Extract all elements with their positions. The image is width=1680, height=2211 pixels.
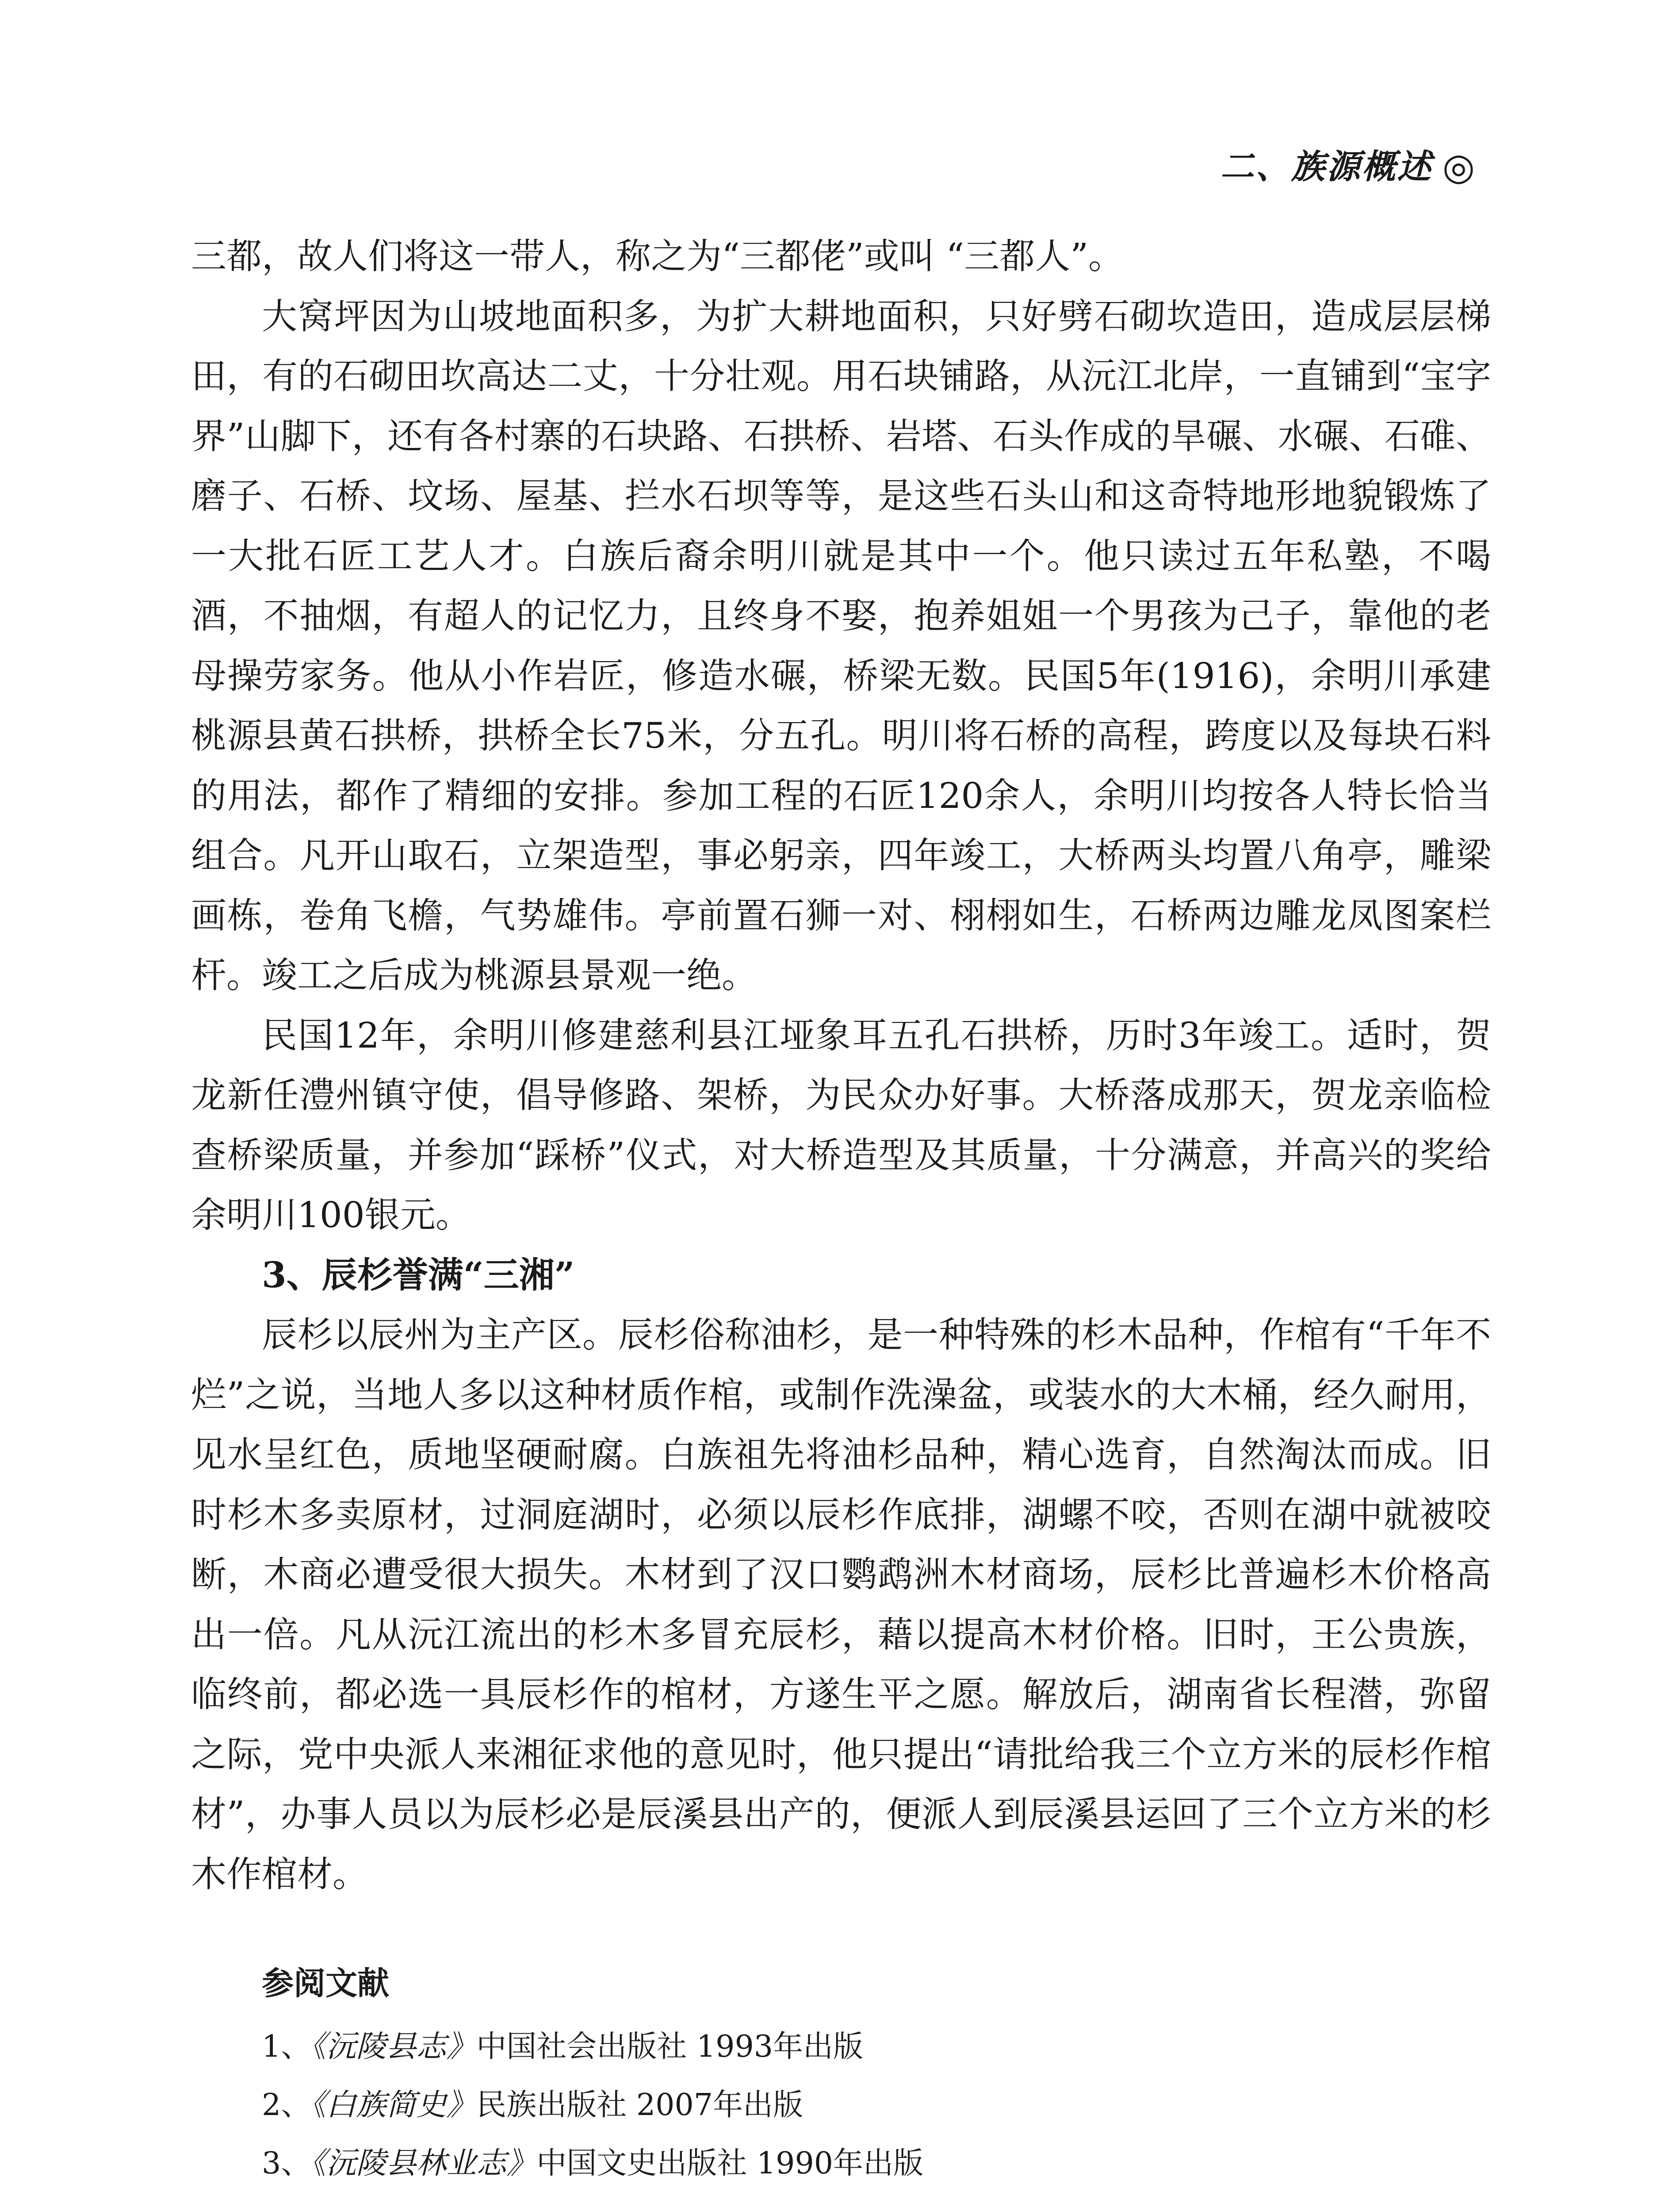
paragraph-bridge: 民国12年，余明川修建慈利县江垭象耳五孔石拱桥，历时3年竣工。适时，贺龙新任澧州镇守使，倡导修路、架桥，为民众办好事。大桥落成那天，贺龙亲临检查桥梁质量，并参加“踩桥”仪式，对大桥造型及其质量，十分满意，并高兴的奖给余明川100银元。	[191, 1014, 1491, 1236]
references	[262, 1961, 1456, 2200]
reference-publisher: 民族出版社	[476, 2088, 627, 2123]
reference-book: 《沅陵县林业志》	[311, 2146, 537, 2181]
reference-year: 1993年出版	[696, 2029, 863, 2064]
reference-book: 《沅陵县志》	[311, 2029, 477, 2064]
reference-number: 1、	[262, 2029, 311, 2064]
paragraph-stone-craft: 大窝坪因为山坡地面积多，为扩大耕地面积，只好劈石砌坎造田，造成层层梯田，有的石砌田坎高达二丈，十分壮观。用石块铺路，从沅江北岸，一直铺到“宝字界”山脚下，还有各村寨的石块路、石拱桥、岩塔、石头作成的旱碾、水碾、石碓、磨子、石桥、坟场、屋基、拦水石坝等等，是这些石头山和这奇特地形地貌锻炼了一大批石匠工艺人才。白族后裔余明川就是其中一个。他只读过五年私塾，不喝酒，不抽烟，有超人的记忆力，且终身不娶，抱养姐姐一个男孩为己子，靠他的老母操劳家务。他从小作岩匠，修造水碾，桥梁无数。民国5年(1916)，余明川承建桃源县黄石拱桥，拱桥全长75米，分五孔。明川将石桥的高程，跨度以及每块石料的用法，都作了精细的安排。参加工程的石匠120余人，余明川均按各人特长恰当组合。凡开山取石，立架造型，事必躬亲，四年竣工，大桥两头均置八角亭，雕梁画栋，卷角飞檐，气势雄伟。亭前置石狮一对、栩栩如生，石桥两边雕龙凤图案栏杆。竣工之后成为桃源县景观一绝。	[191, 295, 1491, 996]
section-heading: 3、辰杉誉满“三湘”	[262, 1254, 575, 1296]
paragraph-chen-fir: 辰杉以辰州为主产区。辰杉俗称油杉，是一种特殊的杉木品种，作棺有“千年不烂”之说，当地人多以这种材质作棺，或制作洗澡盆，或装水的大木桶，经久耐用，见水呈红色，质地坚硬耐腐。白族祖先将油杉品种，精心选育，自然淘汰而成。旧时杉木多卖原材，过洞庭湖时，必须以辰杉作底排，湖螺不咬，否则在湖中就被咬断，木商必遭受很大损失。木材到了汉口鹦鹉洲木材商场，辰杉比普遍杉木价格高出一倍。凡从沅江流出的杉木多冒充辰杉，藉以提高木材价格。旧时，王公贵族，临终前，都必选一具辰杉作的棺材，方遂生平之愿。解放后，湖南省长程潜，弥留之际，党中央派人来湘征求他的意见时，他只提出“请批给我三个立方米的辰杉作棺材”，办事人员以为辰杉必是辰溪县出产的，便派人到辰溪县运回了三个立方米的杉木作棺材。	[191, 1314, 1491, 1895]
reference-number: 2、	[262, 2088, 311, 2123]
reference-year: 2007年出版	[636, 2088, 803, 2123]
body-text	[191, 226, 1491, 1904]
reference-item	[262, 2083, 1456, 2127]
section-title: 二、族源概述	[1220, 147, 1433, 186]
references-title: 参阅文献	[262, 1965, 390, 2002]
reference-number: 3、	[262, 2146, 311, 2181]
reference-item	[262, 2025, 1456, 2069]
bullseye-icon: ◎	[1442, 145, 1477, 188]
reference-item	[262, 2142, 1456, 2186]
reference-publisher: 中国文史出版社	[536, 2146, 747, 2181]
reference-publisher: 中国社会出版社	[476, 2029, 687, 2064]
running-head	[1220, 145, 1477, 188]
paragraph-continued: 三都，故人们将这一带人，称之为“三都佬”或叫 “三都人”。	[191, 236, 1124, 277]
reference-book: 《白族简史》	[311, 2088, 477, 2123]
reference-year: 1990年出版	[756, 2146, 923, 2181]
